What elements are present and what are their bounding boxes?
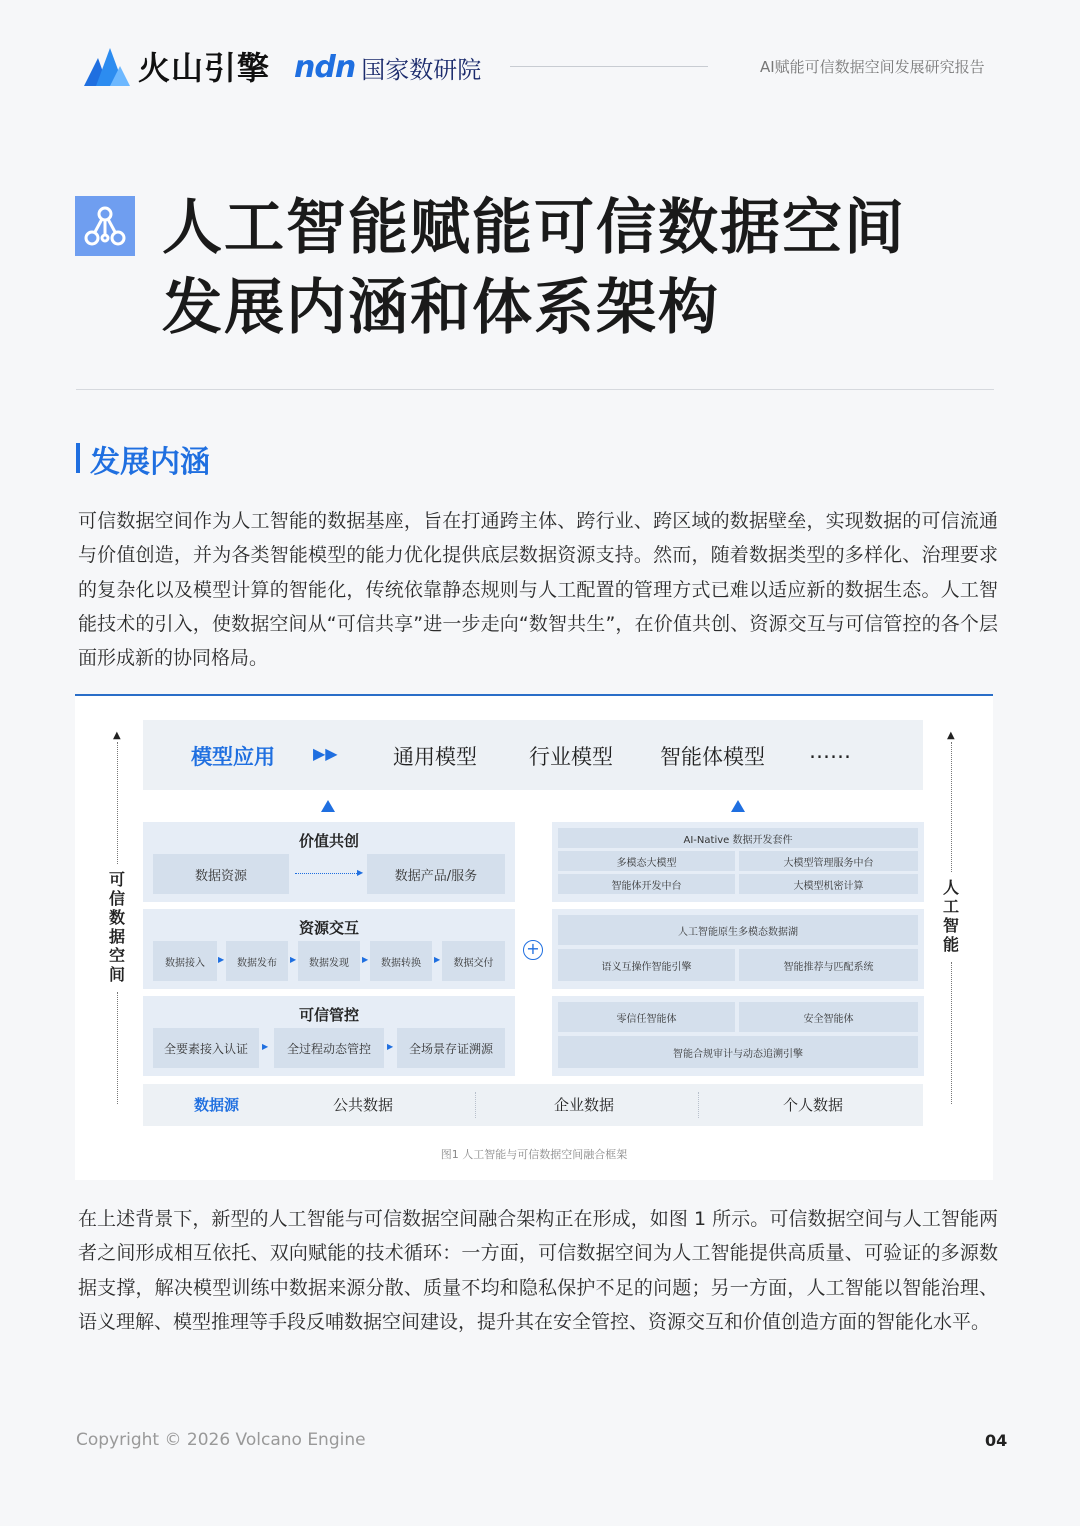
semantic-engine: 语义互操作智能引擎 [558, 949, 735, 981]
title-line-1: 人工智能赋能可信数据空间 [162, 193, 906, 263]
up-arrow-left [321, 800, 335, 812]
copyright: Copyright © 2026 Volcano Engine [76, 1430, 366, 1450]
step-arrow-1: ▶ [218, 955, 225, 964]
framework-figure [75, 694, 993, 1180]
right-axis-line-bottom [951, 962, 952, 1104]
agent-dev-platform: 智能体开发中台 [558, 874, 735, 894]
plus-icon: + [523, 940, 543, 960]
step-deliver: 数据交付 [442, 941, 505, 981]
source-divider-1 [475, 1092, 476, 1118]
trusted-control-panel [143, 996, 515, 1076]
step-discover: 数据发现 [298, 941, 360, 981]
control-trace: 全场景存证溯源 [397, 1028, 505, 1068]
right-axis-line-top [951, 742, 952, 872]
control-arrow-1: ▶ [262, 1042, 269, 1051]
zero-trust-agent: 零信任智能体 [558, 1002, 735, 1032]
header-divider [510, 66, 708, 67]
security-agent: 安全智能体 [739, 1002, 918, 1032]
source-divider-2 [698, 1092, 699, 1118]
page-header [0, 0, 1080, 130]
step-access: 数据接入 [153, 941, 217, 981]
title-line-2: 发展内涵和体系架构 [162, 273, 720, 343]
model-agent: 智能体模型 [660, 745, 765, 769]
step-arrow-3: ▶ [362, 955, 369, 964]
control-auth: 全要素接入认证 [153, 1028, 259, 1068]
model-application-band [143, 720, 923, 790]
value-arrow-line [295, 873, 359, 874]
up-arrow-right [731, 800, 745, 812]
step-convert: 数据转换 [370, 941, 432, 981]
institute-logo-mark: ndn [294, 49, 356, 85]
paragraph-2: 在上述背景下，新型的人工智能与可信数据空间融合架构正在形成，如图 1 所示。可信数据空间与人工智能两者之间形成相互依托、双向赋能的技术循环：一方面，可信数据空间为人工智能提供高质量、可验证的多源数据支撑，解决模型训练中数据来源分散、质量不均和隐私保护不足的问题；另一方面，人工智能以智能治理、语义理解、模型推理等手段反哺数据空间建设，提升其在安全管控、资源交互和价值创造方面的智能化水平。 [78, 1208, 998, 1333]
model-general: 通用模型 [393, 745, 477, 769]
paragraph-1: 可信数据空间作为人工智能的数据基座，旨在打通跨主体、跨行业、跨区域的数据壁垒，实现数据的可信流通与价值创造，并为各类智能模型的能力优化提供底层数据资源支持。然而，随着数据类型的多样化、治理要求的复杂化以及模型计算的智能化，传统依靠静态规则与人工配置的管理方式已难以适应新的数据生态。人工智能技术的引入，使数据空间从“可信共享”进一步走向“数智共生”，在价值共创、资源交互与可信管控的各个层面形成新的协同格局。 [78, 510, 998, 670]
value-title: 价值共创 [298, 832, 359, 850]
ai-dev-suite-panel [552, 822, 924, 902]
volcano-engine-logo [84, 44, 274, 88]
page-number: 04 [985, 1431, 1008, 1450]
left-axis-arrow: ▲ [113, 730, 121, 741]
resource-interaction-panel [143, 909, 515, 989]
data-source-label: 数据源 [194, 1096, 240, 1114]
left-axis-line-top [117, 742, 118, 864]
network-nodes-icon [75, 196, 135, 256]
data-resource-box: 数据资源 [153, 854, 289, 894]
source-enterprise: 企业数据 [554, 1096, 615, 1114]
confidential-computing: 大模型机密计算 [739, 874, 918, 894]
recommend-system: 智能推荐与匹配系统 [739, 949, 918, 981]
compliance-engine: 智能合规审计与动态追溯引擎 [558, 1036, 918, 1068]
page-title [162, 188, 906, 348]
report-title: AI赋能可信数据空间发展研究报告 [760, 58, 985, 76]
title-divider [76, 389, 994, 390]
control-dynamic: 全过程动态管控 [274, 1028, 384, 1068]
right-axis-arrow: ▲ [947, 730, 955, 741]
data-source-band [143, 1084, 923, 1126]
double-arrow-icon: ▶▶ [313, 744, 338, 763]
value-arrow-head: ▶ [357, 868, 364, 877]
section-marker [76, 443, 80, 473]
step-publish: 数据发布 [226, 941, 288, 981]
section-heading: 发展内涵 [90, 445, 210, 480]
model-industry: 行业模型 [529, 745, 613, 769]
multimodal-model: 多模态大模型 [558, 851, 735, 871]
left-axis-label: 可信数据空间 [108, 870, 125, 984]
step-arrow-4: ▶ [434, 955, 441, 964]
ai-security-panel [552, 996, 924, 1076]
source-personal: 个人数据 [783, 1096, 844, 1114]
data-product-box: 数据产品/服务 [367, 854, 505, 894]
figure-caption: 图1 人工智能与可信数据空间融合框架 [440, 1148, 628, 1161]
source-public: 公共数据 [333, 1096, 394, 1114]
ai-data-lake-panel [552, 909, 924, 989]
volcano-mountain-icon [84, 44, 132, 88]
model-app-label: 模型应用 [191, 745, 275, 769]
logo1-text: 火山引擎 [138, 49, 271, 87]
control-title: 可信管控 [298, 1006, 359, 1024]
institute-logo [294, 46, 481, 88]
right-axis-label: 人工智能 [942, 878, 959, 954]
multimodal-data-lake: 人工智能原生多模态数据湖 [558, 915, 918, 945]
model-service-platform: 大模型管理服务中台 [739, 851, 918, 871]
step-arrow-2: ▶ [290, 955, 297, 964]
model-more: …… [809, 739, 851, 763]
ai-native-suite: AI-Native 数据开发套件 [558, 828, 918, 848]
value-cocreation-panel [143, 822, 515, 902]
left-axis-line-bottom [117, 992, 118, 1104]
resource-title: 资源交互 [298, 919, 359, 937]
control-arrow-2: ▶ [387, 1042, 394, 1051]
logo2-text: 国家数研院 [361, 55, 482, 84]
